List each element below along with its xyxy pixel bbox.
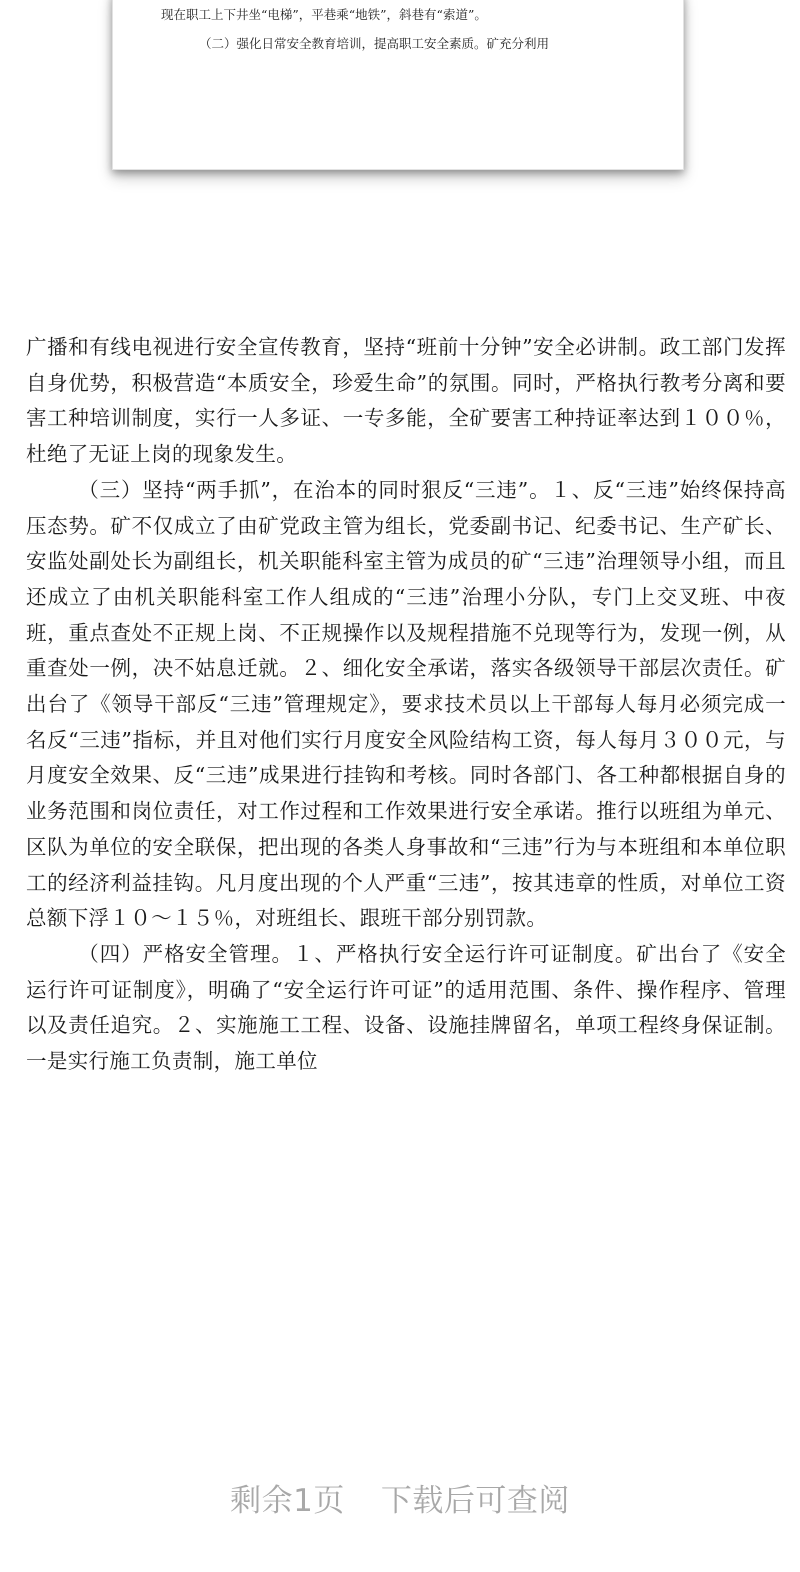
card-text-line: 现在职工上下井坐“电梯”，平巷乘“地铁”，斜巷有“索道”。	[161, 7, 487, 22]
document-body	[26, 330, 786, 1080]
paragraph: （四）严格安全管理。１、严格执行安全运行许可证制度。矿出台了《安全运行许可证制度》，明确了“安全运行许可证”的适用范围、条件、操作程序、管理以及责任追究。２、实施施工工程、设备、设施挂牌留名，单项工程终身保证制。一是实行施工负责制，施工单位	[26, 941, 786, 1074]
download-to-view-label: 下载后可查阅	[380, 1483, 570, 1519]
paragraph: 广播和有线电视进行安全宣传教育，坚持“班前十分钟”安全必讲制。政工部门发挥自身优势，积极营造“本质安全，珍爱生命”的氛围。同时，严格执行教考分离和要害工种培训制度，实行一人多证、一专多能，全矿要害工种持证率达到１００％，杜绝了无证上岗的现象发生。	[26, 335, 786, 467]
card-text-line: （二）强化日常安全教育培训，提高职工安全素质。矿充分利用	[199, 36, 550, 51]
remaining-pages-notice[interactable]	[0, 1475, 800, 1520]
previous-page-card	[112, 0, 684, 170]
remaining-pages-label: 剩余1页	[230, 1483, 345, 1519]
paragraph: （三）坚持“两手抓”，在治本的同时狠反“三违”。１、反“三违”始终保持高压态势。矿不仅成立了由矿党政主管为组长，党委副书记、纪委书记、生产矿长、安监处副处长为副组长，机关职能科室主管为成员的矿“三违”治理领导小组，而且还成立了由机关职能科室工作人组成的“三违”治理小分队，专门上交叉班、中夜班，重点查处不正规上岗、不正规操作以及规程措施不兑现等行为，发现一例，从重查处一例，决不姑息迁就。２、细化安全承诺，落实各级领导干部层次责任。矿出台了《领导干部反“三违”管理规定》，要求技术员以上干部每人每月必须完成一名反“三违”指标，并且对他们实行月度安全风险结构工资，每人每月３００元，与月度安全效果、反“三违”成果进行挂钩和考核。同时各部门、各工种都根据自身的业务范围和岗位责任，对工作过程和工作效果进行安全承诺。推行以班组为单元、区队为单位的安全联保，把出现的各类人身事故和“三违”行为与本班组和本单位职工的经济利益挂钩。凡月度出现的个人严重“三违”，按其违章的性质，对单位工资总额下浮１０～１５％，对班组长、跟班干部分别罚款。	[26, 477, 786, 931]
